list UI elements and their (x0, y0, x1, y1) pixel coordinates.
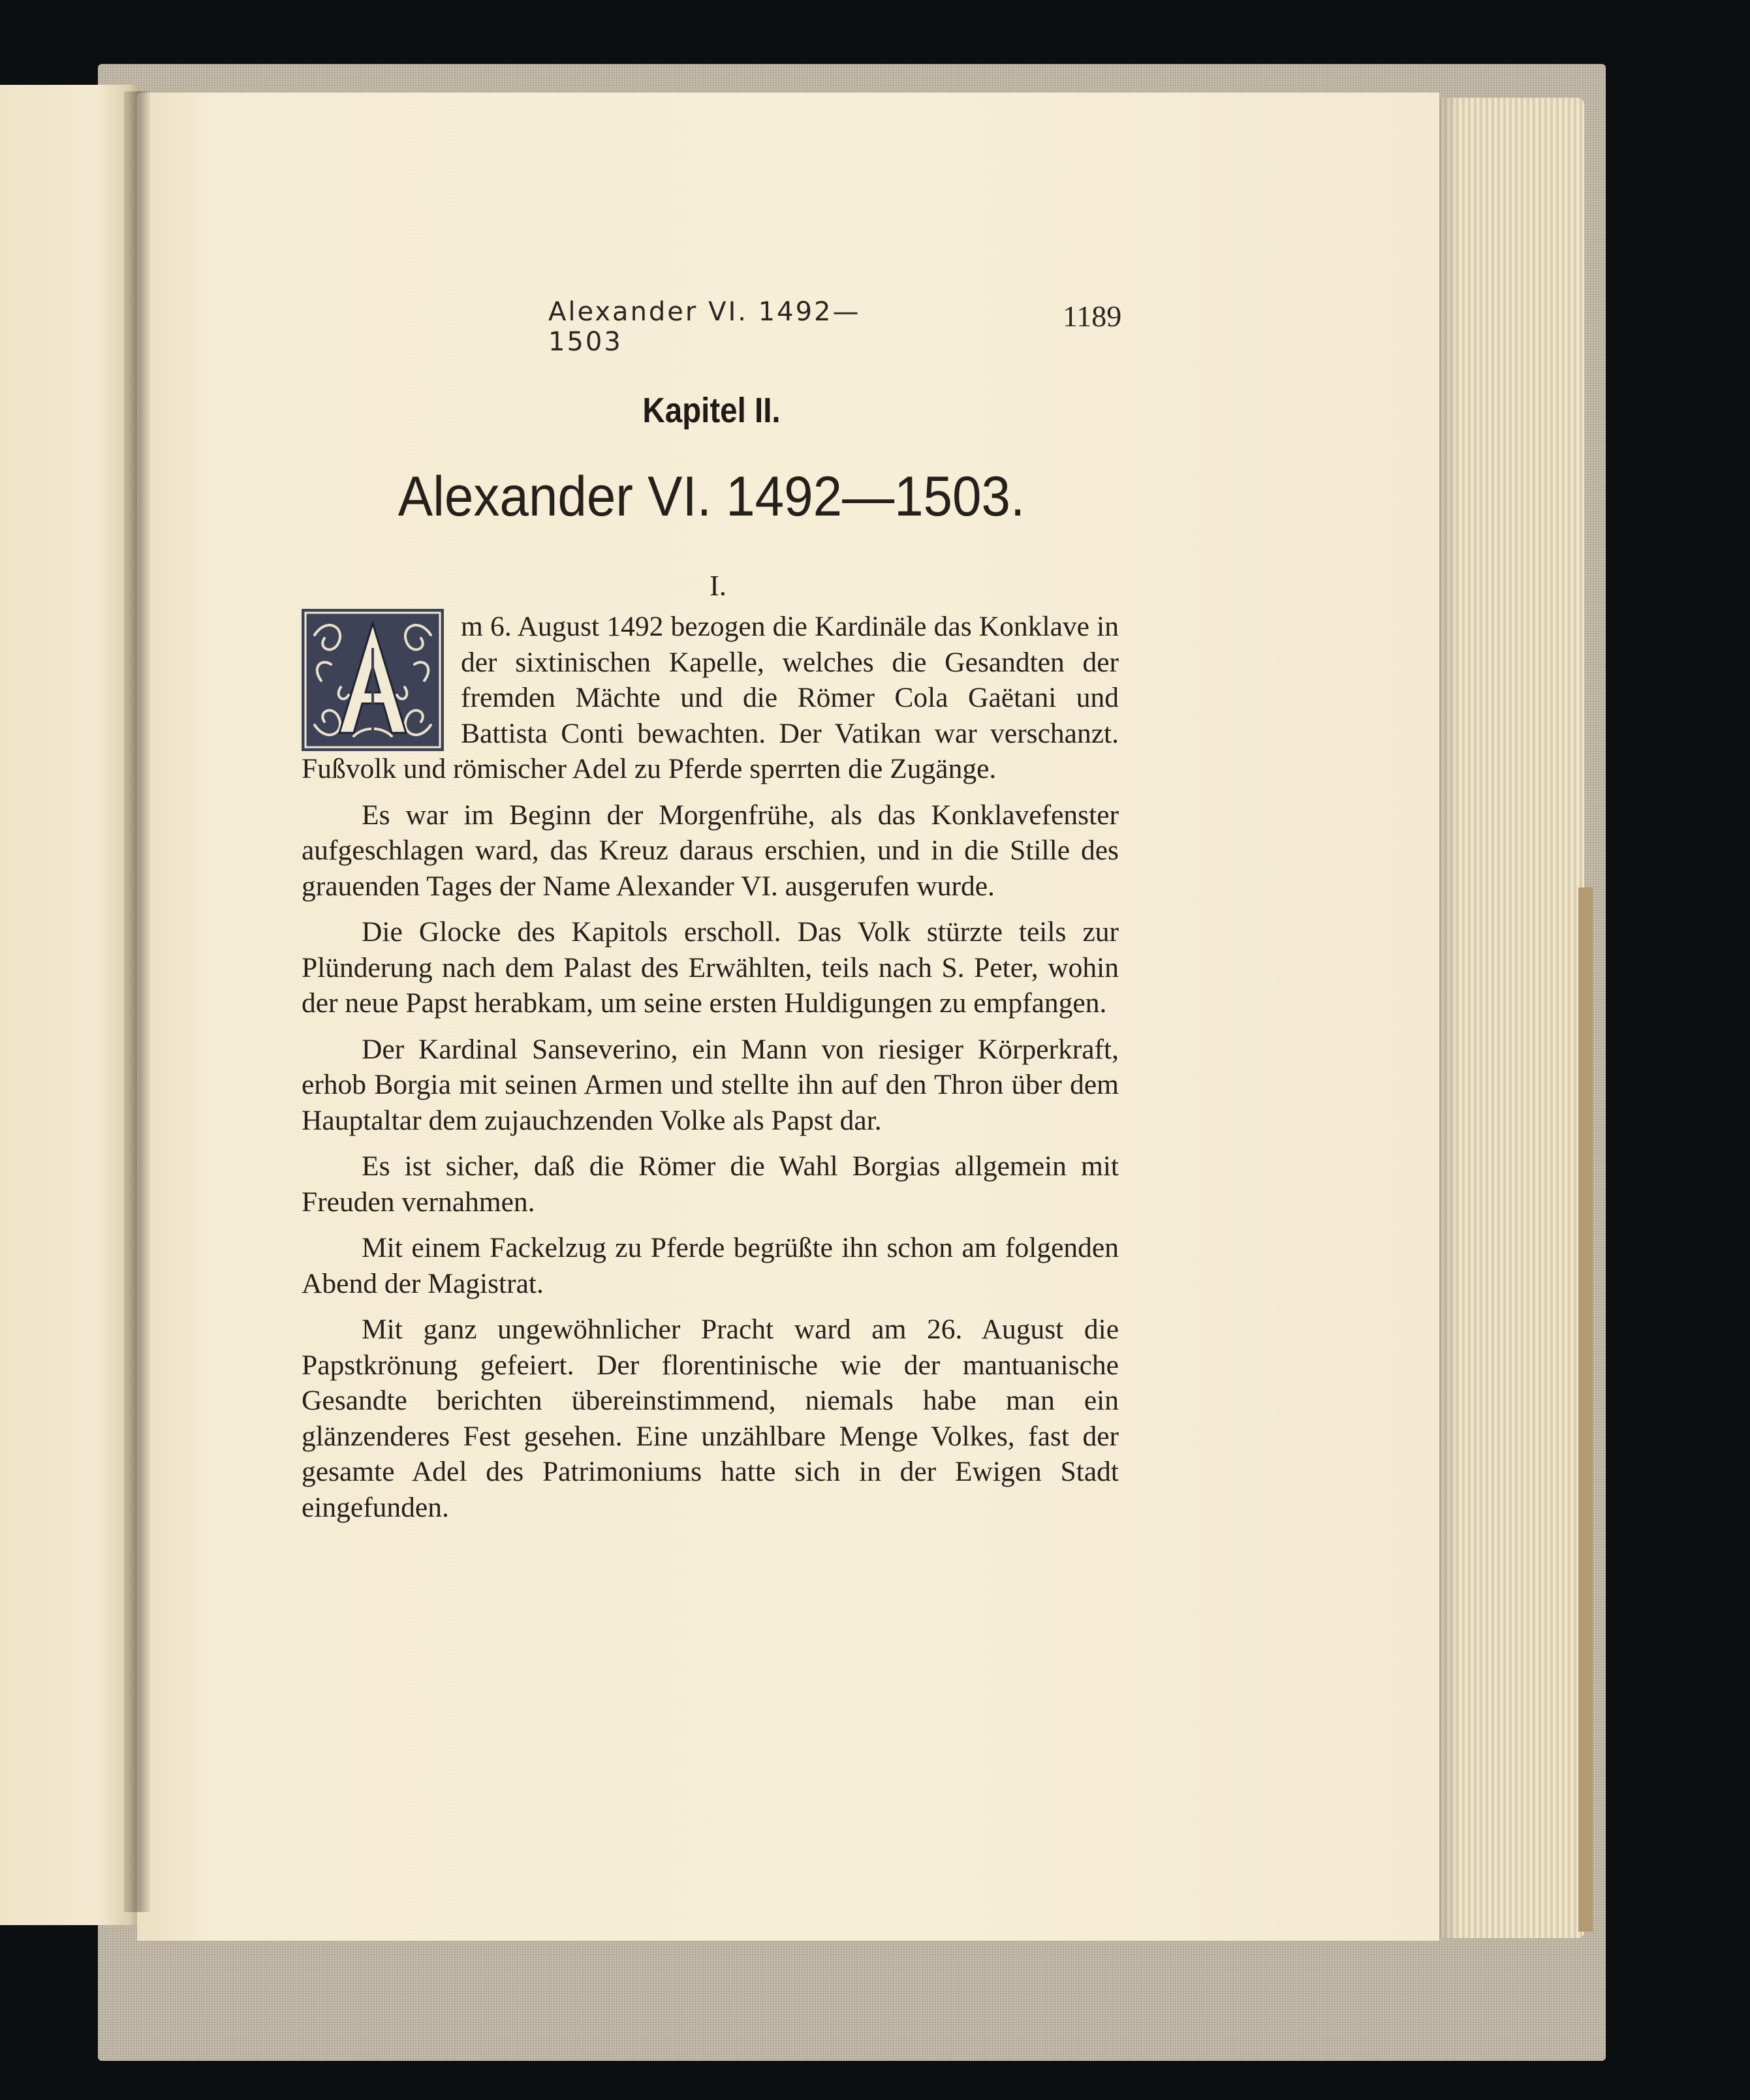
paragraph-5: Es ist sicher, daß die Römer die Wahl Borgias allgemein mit Freuden vernahmen. (302, 1150, 1119, 1218)
paragraph-7: Mit ganz ungewöhnlicher Pracht ward am 26. August die Papstkrönung gefeiert. Der florentinische wie der mantuanische Gesandte berichten übereinstimmend, niemals habe man ein glänzenderes Fest gesehen. Eine unzählbare Menge Volkes, fast der gesamte Adel des Patrimoniums hatte sich in der Ewigen Stadt eingefunden. (302, 1314, 1119, 1523)
decorated-initial (302, 609, 444, 751)
bookmark-strip (1578, 888, 1593, 1932)
section-number: I. (710, 570, 727, 602)
fore-edge-shadow (1439, 98, 1459, 1938)
decorated-initial-a-icon (302, 609, 444, 751)
paragraph-3: Die Glocke des Kapitols erscholl. Das Volk stürzte teils zur Plünderung nach dem Palast des Erwählten, teils nach S. Peter, wohin der neue Papst herabkam, um seine ersten Huldigungen zu empfangen. (302, 916, 1119, 1019)
chapter-label: Kapitel II. (642, 391, 781, 430)
left-page-edge (0, 85, 140, 1925)
page-number: 1189 (1063, 300, 1122, 333)
paragraph-2: Es war im Beginn der Morgenfrühe, als das Konklavefenster aufgeschlagen ward, das Kreuz daraus erschien, und in die Stille des grauenden Tages der Name Alexander VI. ausgerufen wurde. (302, 799, 1119, 902)
paragraph-4: Der Kardinal Sanseverino, ein Mann von riesiger Körperkraft, erhob Borgia mit seinen Armen und stellte ihn auf den Thron über dem Hauptaltar dem zujauchzenden Volke als Papst dar. (302, 1033, 1119, 1136)
paragraph-6: Mit einem Fackelzug zu Pferde begrüßte ihn schon am folgenden Abend der Magistrat. (302, 1232, 1119, 1299)
running-head: Alexander VI. 1492—1503 (548, 297, 861, 357)
chapter-title: Alexander VI. 1492—1503. (398, 465, 1025, 528)
page-fore-edge (1439, 98, 1584, 1938)
page-gutter (124, 91, 150, 1912)
paragraph-1 (302, 609, 1119, 787)
paragraph-1-text: m 6. August 1492 bezogen die Kardinäle das Konklave in der sixtinischen Kapelle, welches die Gesandten der fremden Mächte und die Römer Cola Gaëtani und Battista Conti bewachten. Der Vatikan war verschanzt. Fußvolk und römischer Adel zu Pferde sperrten die Zugänge. (302, 611, 1119, 784)
body-text (302, 609, 1119, 1536)
